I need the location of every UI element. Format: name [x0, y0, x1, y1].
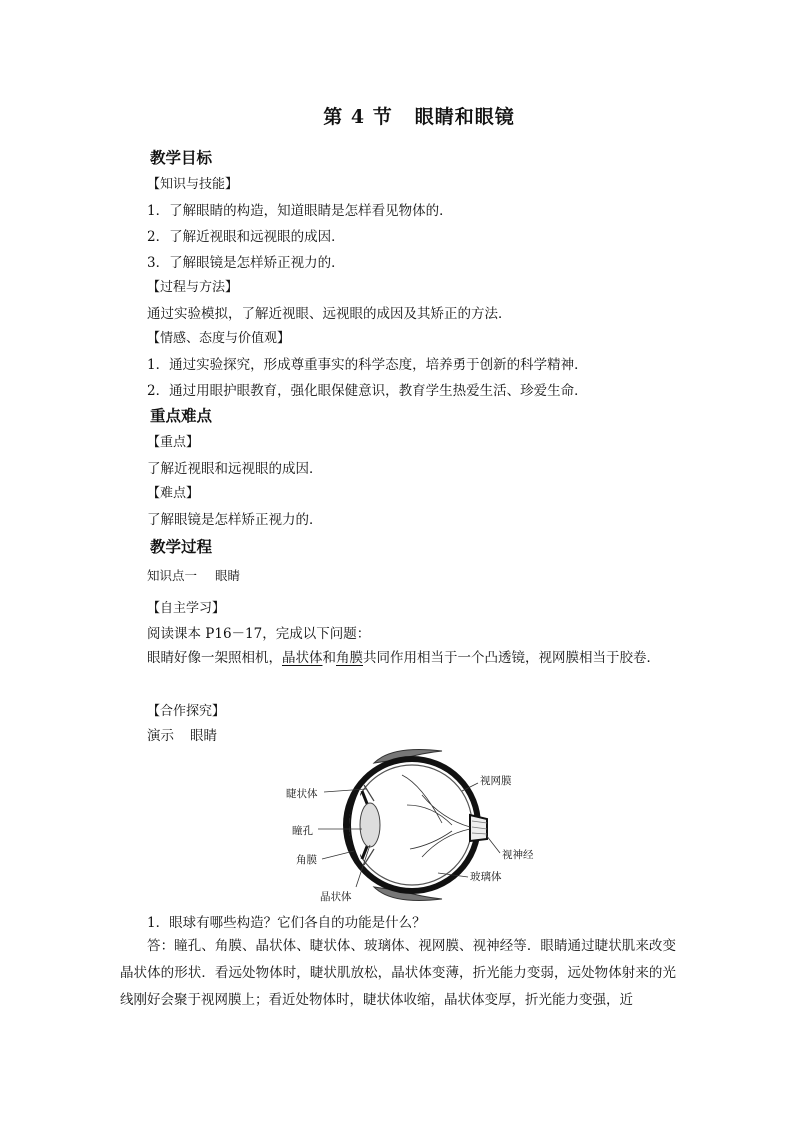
demo-line: 演示 眼睛: [147, 728, 217, 744]
label-pupil: 瞳孔: [292, 825, 313, 837]
emotion-item-2: 2．通过用眼护眼教育，强化眼保健意识，教育学生热爱生活、珍爱生命．: [147, 383, 588, 399]
eye-diagram: [282, 745, 552, 905]
underlined-lens: 晶状体: [282, 650, 323, 666]
process-method-text: 通过实验模拟，了解近视眼、远视眼的成因及其矫正的方法．: [147, 306, 512, 322]
eye-diagram-drawing: [282, 745, 552, 905]
lens-shape: [360, 803, 380, 847]
process-method-label: 【过程与方法】: [147, 280, 239, 295]
label-retina: 视网膜: [480, 775, 512, 787]
cooperation-label: 【合作探究】: [147, 704, 226, 719]
emotion-label: 【情感、态度与价值观】: [147, 331, 291, 346]
label-optic-nerve: 视神经: [502, 849, 534, 861]
key-text: 了解近视眼和远视眼的成因．: [147, 461, 323, 477]
knowledge-item-1: 1．了解眼睛的构造，知道眼睛是怎样看见物体的．: [147, 203, 453, 219]
section-name: 眼睛和眼镜: [414, 106, 515, 128]
section-number: 第 4 节: [323, 106, 393, 128]
self-study-label: 【自主学习】: [147, 601, 226, 616]
label-ciliary: 睫状体: [286, 788, 318, 800]
difficult-label: 【难点】: [147, 486, 200, 501]
leader-optic-nerve: [486, 835, 500, 853]
knowledge-item-2: 2．了解近视眼和远视眼的成因．: [147, 229, 345, 245]
leader-cornea: [322, 851, 354, 859]
key-points-heading: 重点难点: [150, 406, 213, 425]
key-label: 【重点】: [147, 435, 200, 450]
label-lens: 晶状体: [320, 891, 352, 903]
question-1: 1．眼球有哪些构造？它们各自的功能是什么？: [147, 915, 426, 931]
knowledge-label: 【知识与技能】: [147, 177, 239, 192]
emotion-item-1: 1．通过实验探究，形成尊重事实的科学态度，培养勇于创新的科学精神．: [147, 357, 588, 373]
answer-1: 答：瞳孔、角膜、晶状体、睫状体、玻璃体、视网膜、视神经等．眼睛通过睫状肌来改变晶状体的形状．看远处物体时，睫状肌放松，晶状体变薄，折光能力变弱，远处物体射来的光线刚好会聚于视网膜上；看近处物体时，睫状体收缩，晶状体变厚，折光能力变强，近: [120, 938, 676, 1008]
self-study-text: 阅读课本 P16－17，完成以下问题：: [147, 626, 371, 642]
underlined-cornea: 角膜: [336, 650, 363, 666]
label-cornea: 角膜: [296, 854, 317, 866]
eye-camera-paragraph: 眼睛好像一架照相机，晶状体和角膜共同作用相当于一个凸透镜，视网膜相当于胶卷．: [147, 650, 660, 666]
objectives-heading: 教学目标: [150, 148, 213, 167]
label-vitreous: 玻璃体: [470, 871, 502, 883]
process-heading: 教学过程: [150, 537, 213, 556]
knowledge-point-1: 知识点一 眼睛: [147, 568, 241, 583]
knowledge-item-3: 3．了解眼镜是怎样矫正视力的．: [147, 255, 345, 271]
page-title: [0, 102, 794, 129]
difficult-text: 了解眼镜是怎样矫正视力的．: [147, 512, 323, 528]
